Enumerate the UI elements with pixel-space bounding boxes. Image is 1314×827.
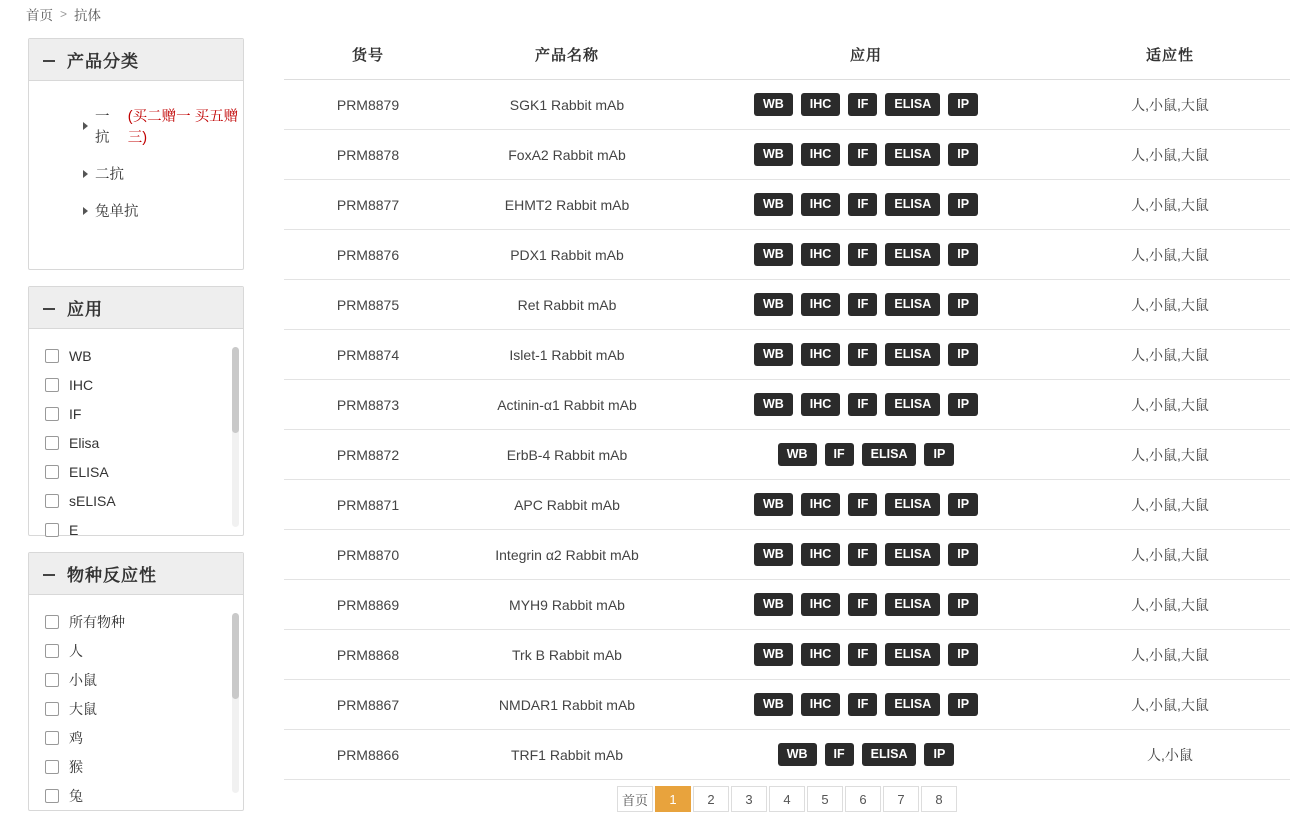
checkbox-icon[interactable]: [45, 644, 59, 658]
cell-product-name[interactable]: Actinin-α1 Rabbit mAb: [452, 380, 682, 430]
application-tag[interactable]: IHC: [801, 193, 841, 216]
pagination-page-button[interactable]: 6: [845, 786, 881, 812]
checkbox-icon[interactable]: [45, 407, 59, 421]
filter-checkbox-row[interactable]: [45, 665, 243, 694]
pagination-page-button[interactable]: 5: [807, 786, 843, 812]
cell-applications: [682, 630, 1050, 680]
application-tag[interactable]: ELISA: [885, 293, 940, 316]
table-row[interactable]: [284, 630, 1290, 680]
checkbox-icon[interactable]: [45, 523, 59, 537]
filter-checkbox-row[interactable]: [45, 515, 243, 544]
filter-panel-category-body: [29, 81, 243, 269]
cell-applications: [682, 230, 1050, 280]
filter-panel-category: [28, 38, 244, 270]
cell-product-code[interactable]: PRM8879: [284, 80, 452, 130]
cell-product-code[interactable]: PRM8878: [284, 130, 452, 180]
checkbox-icon[interactable]: [45, 465, 59, 479]
application-tag-list: [683, 643, 1049, 666]
application-tag-list: [683, 393, 1049, 416]
cell-product-name[interactable]: NMDAR1 Rabbit mAb: [452, 680, 682, 730]
cell-species: 人,小鼠,大鼠: [1050, 530, 1290, 580]
application-tag[interactable]: WB: [754, 143, 793, 166]
minus-icon[interactable]: [43, 308, 55, 310]
column-header-application: 应用: [682, 36, 1050, 80]
table-row[interactable]: [284, 280, 1290, 330]
sidebar-item-label: 兔单抗: [95, 204, 139, 220]
checkbox-icon[interactable]: [45, 702, 59, 716]
application-tag-list: [683, 593, 1049, 616]
filter-checkbox-label: 鸡: [69, 729, 83, 746]
application-tag[interactable]: IP: [948, 343, 978, 366]
filter-panel-application-title: 应用: [67, 300, 103, 319]
application-tag[interactable]: WB: [778, 443, 817, 466]
cell-species: 人,小鼠: [1050, 730, 1290, 780]
chevron-right-icon: [83, 122, 88, 130]
breadcrumb-current: 抗体: [74, 8, 102, 23]
cell-product-name[interactable]: Trk B Rabbit mAb: [452, 630, 682, 680]
cell-applications: [682, 580, 1050, 630]
cell-product-name[interactable]: FoxA2 Rabbit mAb: [452, 130, 682, 180]
cell-species: 人,小鼠,大鼠: [1050, 180, 1290, 230]
scrollbar-thumb[interactable]: [232, 613, 239, 699]
application-tag[interactable]: IF: [848, 193, 877, 216]
application-tag-list: [683, 743, 1049, 766]
filter-checkbox-row[interactable]: [45, 723, 243, 752]
cell-applications: [682, 80, 1050, 130]
cell-species: 人,小鼠,大鼠: [1050, 330, 1290, 380]
application-tag[interactable]: ELISA: [862, 443, 917, 466]
cell-product-name[interactable]: Ret Rabbit mAb: [452, 280, 682, 330]
filter-panel-application-body: [29, 329, 243, 538]
pagination-page-button[interactable]: 2: [693, 786, 729, 812]
application-tag[interactable]: IP: [948, 693, 978, 716]
cell-product-name[interactable]: TRF1 Rabbit mAb: [452, 730, 682, 780]
application-tag[interactable]: IF: [848, 493, 877, 516]
application-tag[interactable]: IF: [848, 293, 877, 316]
application-tag[interactable]: IF: [848, 593, 877, 616]
cell-species: 人,小鼠,大鼠: [1050, 680, 1290, 730]
filter-checkbox-row[interactable]: [45, 428, 243, 457]
application-tag[interactable]: IHC: [801, 143, 841, 166]
application-tag[interactable]: IF: [825, 743, 854, 766]
filter-checkbox-label: sELISA: [69, 492, 116, 509]
application-tag[interactable]: IP: [948, 143, 978, 166]
species-list-scrollbar[interactable]: [232, 613, 239, 793]
application-tag-list: [683, 293, 1049, 316]
filter-checkbox-label: 小鼠: [69, 671, 97, 688]
sidebar-item-rabbit-mab[interactable]: [29, 192, 243, 229]
table-header-row: [284, 36, 1290, 80]
table-row[interactable]: [284, 380, 1290, 430]
filter-panel-species-title: 物种反应性: [67, 566, 157, 585]
application-tag-list: [683, 693, 1049, 716]
breadcrumb-home-link[interactable]: 首页: [26, 8, 53, 23]
application-tag[interactable]: WB: [754, 93, 793, 116]
cell-product-code[interactable]: PRM8876: [284, 230, 452, 280]
application-tag[interactable]: IF: [848, 143, 877, 166]
pagination-page-button[interactable]: 3: [731, 786, 767, 812]
filter-panel-species: [28, 552, 244, 811]
table-row[interactable]: [284, 330, 1290, 380]
cell-product-code[interactable]: PRM8870: [284, 530, 452, 580]
filter-checkbox-label: 所有物种: [69, 613, 125, 630]
cell-species: 人,小鼠,大鼠: [1050, 480, 1290, 530]
cell-applications: [682, 380, 1050, 430]
filter-checkbox-row[interactable]: [45, 636, 243, 665]
application-tag[interactable]: WB: [754, 243, 793, 266]
application-tag-list: [683, 543, 1049, 566]
application-tag[interactable]: WB: [754, 543, 793, 566]
table-row[interactable]: [284, 230, 1290, 280]
application-tag[interactable]: IF: [848, 243, 877, 266]
application-list-scrollbar[interactable]: [232, 347, 239, 527]
pagination: [284, 786, 1290, 812]
filter-checkbox-row[interactable]: [45, 781, 243, 810]
application-tag[interactable]: WB: [754, 193, 793, 216]
pagination-page-button[interactable]: 4: [769, 786, 805, 812]
application-tag[interactable]: ELISA: [885, 493, 940, 516]
application-tag[interactable]: IHC: [801, 543, 841, 566]
application-tag[interactable]: IF: [848, 343, 877, 366]
cell-applications: [682, 280, 1050, 330]
filter-checkbox-row[interactable]: [45, 607, 243, 636]
sidebar-item-label: 一抗: [95, 109, 110, 146]
application-tag-list: [683, 193, 1049, 216]
table-row[interactable]: [284, 180, 1290, 230]
cell-applications: [682, 480, 1050, 530]
column-header-name: 产品名称: [452, 36, 682, 80]
application-tag[interactable]: ELISA: [885, 93, 940, 116]
application-tag[interactable]: WB: [754, 643, 793, 666]
breadcrumb: [0, 0, 1314, 28]
filter-checkbox-label: Elisa: [69, 434, 100, 451]
filter-checkbox-label: IHC: [69, 376, 94, 393]
application-tag[interactable]: IHC: [801, 493, 841, 516]
cell-species: 人,小鼠,大鼠: [1050, 280, 1290, 330]
table-row[interactable]: [284, 80, 1290, 130]
checkbox-icon[interactable]: [45, 378, 59, 392]
application-checkbox-list: [29, 341, 243, 538]
table-row[interactable]: [284, 530, 1290, 580]
application-tag[interactable]: WB: [778, 743, 817, 766]
checkbox-icon[interactable]: [45, 436, 59, 450]
species-checkbox-list: [29, 607, 243, 804]
filter-checkbox-row[interactable]: [45, 457, 243, 486]
application-tag[interactable]: IP: [948, 393, 978, 416]
cell-applications: [682, 180, 1050, 230]
pagination-page-button[interactable]: 首页: [617, 786, 653, 812]
table-body: [284, 80, 1290, 780]
chevron-right-icon: [83, 207, 88, 215]
column-header-species: 适应性: [1050, 36, 1290, 80]
filter-checkbox-label: 大鼠: [69, 700, 97, 717]
application-tag[interactable]: IHC: [801, 693, 841, 716]
filter-checkbox-label: E: [69, 521, 79, 538]
cell-applications: [682, 530, 1050, 580]
cell-product-name[interactable]: EHMT2 Rabbit mAb: [452, 180, 682, 230]
application-tag[interactable]: IP: [948, 93, 978, 116]
application-tag[interactable]: IP: [948, 643, 978, 666]
cell-product-code[interactable]: PRM8868: [284, 630, 452, 680]
filter-checkbox-label: ELISA: [69, 463, 109, 480]
pagination-page-button[interactable]: 8: [921, 786, 957, 812]
sidebar: [28, 38, 244, 827]
application-tag[interactable]: IF: [848, 643, 877, 666]
application-tag[interactable]: ELISA: [885, 193, 940, 216]
scrollbar-thumb[interactable]: [232, 347, 239, 433]
chevron-right-icon: [83, 170, 88, 178]
application-tag[interactable]: ELISA: [885, 343, 940, 366]
application-tag[interactable]: IP: [924, 443, 954, 466]
application-tag[interactable]: ELISA: [885, 643, 940, 666]
application-tag[interactable]: WB: [754, 593, 793, 616]
cell-species: 人,小鼠,大鼠: [1050, 630, 1290, 680]
application-tag-list: [683, 443, 1049, 466]
cell-product-code[interactable]: PRM8874: [284, 330, 452, 380]
table-row[interactable]: [284, 130, 1290, 180]
application-tag[interactable]: ELISA: [885, 393, 940, 416]
application-tag[interactable]: ELISA: [885, 543, 940, 566]
application-tag[interactable]: ELISA: [885, 143, 940, 166]
column-header-code: 货号: [284, 36, 452, 80]
filter-panel-application-header[interactable]: [29, 287, 243, 329]
application-tag[interactable]: ELISA: [862, 743, 917, 766]
cell-applications: [682, 130, 1050, 180]
application-tag[interactable]: IP: [948, 293, 978, 316]
filter-checkbox-label: WB: [69, 347, 92, 364]
application-tag[interactable]: IP: [948, 493, 978, 516]
application-tag-list: [683, 343, 1049, 366]
checkbox-icon[interactable]: [45, 731, 59, 745]
filter-checkbox-row[interactable]: [45, 341, 243, 370]
cell-product-name[interactable]: Islet-1 Rabbit mAb: [452, 330, 682, 380]
minus-icon[interactable]: [43, 574, 55, 576]
checkbox-icon[interactable]: [45, 349, 59, 363]
breadcrumb-separator-icon: >: [60, 7, 68, 21]
application-tag[interactable]: IF: [848, 393, 877, 416]
application-tag[interactable]: IHC: [801, 593, 841, 616]
application-tag[interactable]: IF: [848, 543, 877, 566]
filter-panel-category-title: 产品分类: [67, 52, 139, 71]
filter-panel-species-body: [29, 595, 243, 810]
product-table: [284, 36, 1290, 780]
cell-species: 人,小鼠,大鼠: [1050, 230, 1290, 280]
application-tag[interactable]: IF: [825, 443, 854, 466]
application-tag[interactable]: IHC: [801, 243, 841, 266]
table-row[interactable]: [284, 480, 1290, 530]
cell-applications: [682, 730, 1050, 780]
application-tag[interactable]: ELISA: [885, 243, 940, 266]
table-row[interactable]: [284, 580, 1290, 630]
cell-species: 人,小鼠,大鼠: [1050, 580, 1290, 630]
cell-product-code[interactable]: PRM8872: [284, 430, 452, 480]
cell-species: 人,小鼠,大鼠: [1050, 130, 1290, 180]
application-tag[interactable]: WB: [754, 343, 793, 366]
application-tag[interactable]: IP: [924, 743, 954, 766]
pagination-page-button[interactable]: 7: [883, 786, 919, 812]
application-tag[interactable]: ELISA: [885, 693, 940, 716]
cell-product-code[interactable]: PRM8873: [284, 380, 452, 430]
filter-checkbox-row[interactable]: [45, 399, 243, 428]
filter-checkbox-label: IF: [69, 405, 82, 422]
filter-checkbox-row[interactable]: [45, 752, 243, 781]
filter-panel-category-header[interactable]: [29, 39, 243, 81]
filter-panel-species-header[interactable]: [29, 553, 243, 595]
filter-checkbox-row[interactable]: [45, 694, 243, 723]
cell-product-name[interactable]: APC Rabbit mAb: [452, 480, 682, 530]
sidebar-item-promo: (买二赠一 买五赠三): [127, 109, 239, 146]
application-tag[interactable]: IHC: [801, 343, 841, 366]
cell-product-code[interactable]: PRM8869: [284, 580, 452, 630]
checkbox-icon[interactable]: [45, 760, 59, 774]
cell-species: 人,小鼠,大鼠: [1050, 380, 1290, 430]
cell-product-name[interactable]: Integrin α2 Rabbit mAb: [452, 530, 682, 580]
application-tag-list: [683, 493, 1049, 516]
table-row[interactable]: [284, 730, 1290, 780]
application-tag[interactable]: IHC: [801, 643, 841, 666]
cell-product-name[interactable]: ErbB-4 Rabbit mAb: [452, 430, 682, 480]
filter-checkbox-label: 兔: [69, 787, 83, 804]
cell-applications: [682, 680, 1050, 730]
cell-applications: [682, 430, 1050, 480]
minus-icon[interactable]: [43, 60, 55, 62]
checkbox-icon[interactable]: [45, 494, 59, 508]
pagination-page-button[interactable]: 1: [655, 786, 691, 812]
cell-product-code[interactable]: PRM8866: [284, 730, 452, 780]
filter-checkbox-row[interactable]: [45, 486, 243, 515]
sidebar-item-primary-antibody[interactable]: [29, 97, 243, 155]
application-tag[interactable]: IHC: [801, 93, 841, 116]
filter-panel-application: [28, 286, 244, 536]
checkbox-icon[interactable]: [45, 615, 59, 629]
application-tag[interactable]: IHC: [801, 293, 841, 316]
application-tag-list: [683, 93, 1049, 116]
application-tag[interactable]: IP: [948, 543, 978, 566]
application-tag[interactable]: WB: [754, 693, 793, 716]
filter-checkbox-label: 猴: [69, 758, 83, 775]
application-tag[interactable]: IF: [848, 693, 877, 716]
application-tag[interactable]: ELISA: [885, 593, 940, 616]
checkbox-icon[interactable]: [45, 789, 59, 803]
application-tag-list: [683, 143, 1049, 166]
cell-applications: [682, 330, 1050, 380]
cell-product-name[interactable]: PDX1 Rabbit mAb: [452, 230, 682, 280]
filter-checkbox-label: 人: [69, 642, 83, 659]
sidebar-item-label: 二抗: [95, 167, 124, 183]
cell-product-code[interactable]: PRM8871: [284, 480, 452, 530]
application-tag[interactable]: WB: [754, 293, 793, 316]
application-tag-list: [683, 243, 1049, 266]
product-table-container: [284, 36, 1290, 780]
filter-checkbox-row[interactable]: [45, 370, 243, 399]
sidebar-item-secondary-antibody[interactable]: [29, 155, 243, 192]
application-tag[interactable]: WB: [754, 493, 793, 516]
application-tag[interactable]: IP: [948, 593, 978, 616]
application-tag[interactable]: WB: [754, 393, 793, 416]
application-tag[interactable]: IP: [948, 243, 978, 266]
cell-product-code[interactable]: PRM8867: [284, 680, 452, 730]
cell-product-name[interactable]: MYH9 Rabbit mAb: [452, 580, 682, 630]
application-tag[interactable]: IP: [948, 193, 978, 216]
table-row[interactable]: [284, 680, 1290, 730]
cell-species: 人,小鼠,大鼠: [1050, 80, 1290, 130]
cell-product-code[interactable]: PRM8875: [284, 280, 452, 330]
cell-product-code[interactable]: PRM8877: [284, 180, 452, 230]
cell-product-name[interactable]: SGK1 Rabbit mAb: [452, 80, 682, 130]
table-row[interactable]: [284, 430, 1290, 480]
application-tag[interactable]: IHC: [801, 393, 841, 416]
application-tag[interactable]: IF: [848, 93, 877, 116]
cell-species: 人,小鼠,大鼠: [1050, 430, 1290, 480]
checkbox-icon[interactable]: [45, 673, 59, 687]
